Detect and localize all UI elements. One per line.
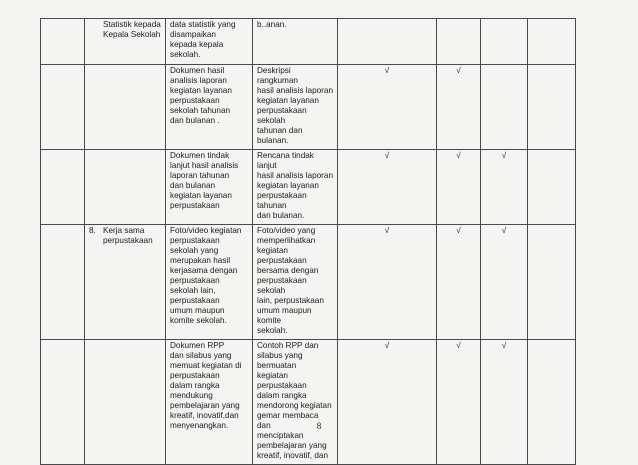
check-cell bbox=[338, 19, 437, 65]
description-text: Foto/video yang memperlihatkan kegiatan perpustakaan bersama dengan perpustakaan sekolah lain, perpustakaan umum maupun komite sekolah. bbox=[257, 226, 324, 335]
table-row bbox=[41, 225, 619, 340]
table-row bbox=[41, 65, 619, 150]
row-margin-cell bbox=[41, 65, 85, 150]
description-text: b..anan. bbox=[257, 20, 287, 29]
aspect-cell bbox=[85, 65, 166, 150]
table-body bbox=[41, 19, 619, 465]
check-cell bbox=[481, 65, 528, 150]
aspect-text: Kerja sama perpustakaan bbox=[103, 226, 153, 245]
description-cell bbox=[253, 340, 338, 465]
aspect-cell bbox=[85, 225, 166, 340]
check-cell bbox=[437, 19, 481, 65]
evidence-cell bbox=[166, 19, 253, 65]
evidence-cell bbox=[166, 225, 253, 340]
check-cell bbox=[528, 340, 576, 465]
table-row bbox=[41, 150, 619, 225]
description-cell bbox=[253, 65, 338, 150]
check-cell: √ bbox=[481, 340, 528, 465]
check-cell bbox=[528, 19, 576, 65]
table-row bbox=[41, 19, 619, 65]
check-cell: √ bbox=[437, 225, 481, 340]
description-cell bbox=[253, 19, 338, 65]
description-cell bbox=[253, 225, 338, 340]
aspect-number: 8. bbox=[89, 226, 96, 235]
row-margin-cell bbox=[41, 150, 85, 225]
check-cell bbox=[528, 225, 576, 340]
evidence-cell bbox=[166, 65, 253, 150]
description-text: Contoh RPP dan silabus yang bermuatan kegiatan perpustakaan dalam rangka mendorong kegiatan gemar membaca dan menciptakan pembelajaran yang kreatif, inovatif, dan bbox=[257, 341, 332, 460]
check-cell: √ bbox=[338, 225, 437, 340]
row-margin-cell bbox=[41, 19, 85, 65]
page-number: 8 bbox=[316, 421, 322, 431]
aspect-text: Statistik kepada Kepala Sekolah bbox=[103, 20, 161, 39]
table-row bbox=[41, 340, 619, 465]
criteria-table bbox=[40, 18, 619, 465]
check-cell: √ bbox=[338, 150, 437, 225]
check-cell bbox=[481, 19, 528, 65]
check-cell: √ bbox=[437, 150, 481, 225]
evidence-text: Dokumen RPP dan silabus yang memuat kegiatan di perpustakaan dalam rangka mendukung pembelajaran yang kreatif, inovatif,dan menyenangkan. bbox=[170, 341, 242, 430]
aspect-cell bbox=[85, 19, 166, 65]
row-margin-cell bbox=[41, 225, 85, 340]
check-cell bbox=[528, 150, 576, 225]
evidence-text: Foto/video kegiatan perpustakaan sekolah yang merupakan hasil kerjasama dengan perpustakaan sekolah lain, perpustakaan umum maupun komite sekolah. bbox=[170, 226, 242, 325]
check-cell: √ bbox=[338, 65, 437, 150]
description-cell bbox=[253, 150, 338, 225]
check-cell: √ bbox=[481, 150, 528, 225]
check-cell: √ bbox=[437, 340, 481, 465]
aspect-cell bbox=[85, 340, 166, 465]
check-cell bbox=[528, 65, 576, 150]
description-text: Deskripsi rangkuman hasil analisis laporan kegiatan layanan perpustakaan sekolah tahunan dan bulanan. bbox=[257, 66, 334, 145]
evidence-text: Dokumen hasil analisis laporan kegiatan layanan perpustakaan sekolah tahunan dan bulanan . bbox=[170, 66, 232, 125]
description-text: Rencana tindak lanjut hasil analisis laporan kegiatan layanan perpustakaan tahunan dan bulanan. bbox=[257, 151, 334, 220]
evidence-cell bbox=[166, 340, 253, 465]
check-cell: √ bbox=[437, 65, 481, 150]
check-cell: √ bbox=[481, 225, 528, 340]
row-margin-cell bbox=[41, 340, 85, 465]
evidence-cell bbox=[166, 150, 253, 225]
evidence-text: Dokumen tindak lanjut hasil analisis laporan tahunan dan bulanan kegiatan layanan perpustakaan bbox=[170, 151, 239, 210]
evidence-text: data statistik yang disampaikan kepada kepala sekolah. bbox=[170, 20, 236, 59]
aspect-cell bbox=[85, 150, 166, 225]
check-cell: √ bbox=[338, 340, 437, 465]
